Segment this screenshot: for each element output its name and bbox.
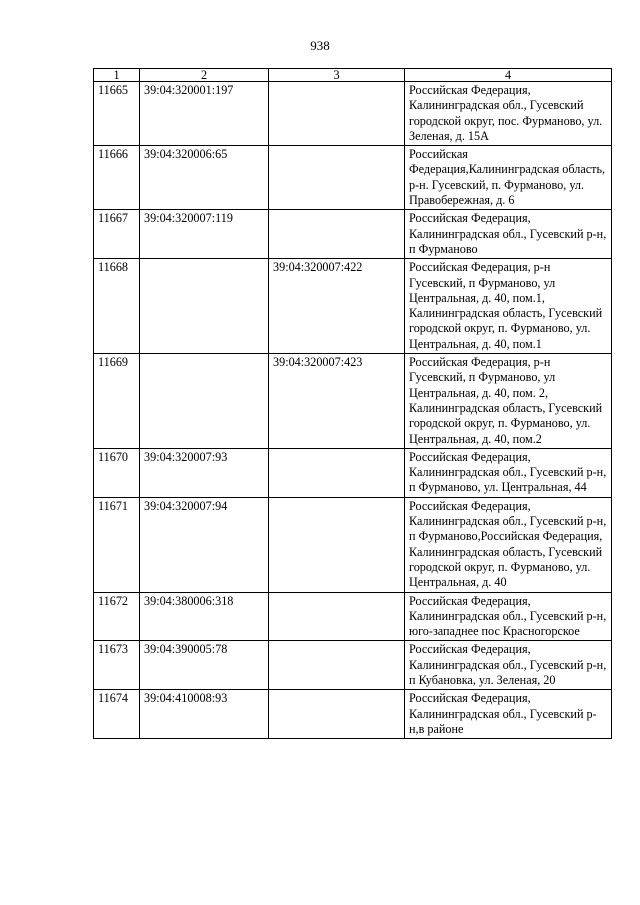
page-number: 938 [310,38,330,53]
address-cell: Российская Федерация,Калининградская область, р-н. Гусевский, п. Фурманово, ул. Правобережная, д. 6 [405,146,612,210]
row-number: 11669 [94,354,140,449]
table-row [94,259,612,354]
address-cell: Российская Федерация, р-н Гусевский, п Фурманово, ул Центральная, д. 40, пом.1, Калининградская область, Гусевский городской округ, п. Фурманово, ул. Центральная, д. 40, пом.1 [405,259,612,354]
column-header-1: 1 [94,69,140,82]
object-cadastral-number: 39:04:320007:423 [269,354,405,449]
object-cadastral-number [269,146,405,210]
table-row [94,354,612,449]
address-cell: Российская Федерация, Калининградская обл., Гусевский р-н,в районе [405,690,612,739]
row-number: 11674 [94,690,140,739]
land-cadastral-number [140,259,269,354]
land-cadastral-number: 39:04:320001:197 [140,82,269,146]
object-cadastral-number [269,592,405,641]
row-number: 11670 [94,448,140,497]
row-number: 11665 [94,82,140,146]
address-cell: Российская Федерация, Калининградская обл., Гусевский р-н, п Фурманово, ул. Центральная, 44 [405,448,612,497]
object-cadastral-number [269,497,405,592]
table-row [94,592,612,641]
address-cell: Российская Федерация, Калининградская обл., Гусевский городской округ, пос. Фурманово, ул. Зеленая, д. 15А [405,82,612,146]
object-cadastral-number: 39:04:320007:422 [269,259,405,354]
row-number: 11671 [94,497,140,592]
row-number: 11666 [94,146,140,210]
object-cadastral-number [269,641,405,690]
land-cadastral-number: 39:04:410008:93 [140,690,269,739]
land-cadastral-number: 39:04:320006:65 [140,146,269,210]
column-header-3: 3 [269,69,405,82]
address-cell: Российская Федерация, Калининградская обл., Гусевский р-н, п Фурманово,Российская Федерация, Калининградская область, Гусевский городской округ, п. Фурманово, ул. Центральная, д. 40 [405,497,612,592]
object-cadastral-number [269,82,405,146]
row-number: 11668 [94,259,140,354]
column-header-4: 4 [405,69,612,82]
land-cadastral-number [140,354,269,449]
table-row [94,690,612,739]
land-cadastral-number: 39:04:380006:318 [140,592,269,641]
land-cadastral-number: 39:04:320007:93 [140,448,269,497]
row-number: 11672 [94,592,140,641]
registry-table [93,68,612,739]
address-cell: Российская Федерация, р-н Гусевский, п Фурманово, ул Центральная, д. 40, пом. 2, Калининградская область, Гусевский городской округ, п. Фурманово, ул. Центральная, д. 40, пом.2 [405,354,612,449]
address-cell: Российская Федерация, Калининградская обл., Гусевский р-н, п Кубановка, ул. Зеленая, 20 [405,641,612,690]
object-cadastral-number [269,690,405,739]
address-cell: Российская Федерация, Калининградская обл., Гусевский р-н, п Фурманово [405,210,612,259]
table-row [94,641,612,690]
table-row [94,448,612,497]
table-row [94,210,612,259]
object-cadastral-number [269,210,405,259]
column-header-2: 2 [140,69,269,82]
row-number: 11673 [94,641,140,690]
table-row [94,82,612,146]
header-row [94,69,612,82]
table-row [94,497,612,592]
land-cadastral-number: 39:04:320007:94 [140,497,269,592]
address-cell: Российская Федерация, Калининградская обл., Гусевский р-н, юго-западнее пос Красногорское [405,592,612,641]
land-cadastral-number: 39:04:390005:78 [140,641,269,690]
row-number: 11667 [94,210,140,259]
land-cadastral-number: 39:04:320007:119 [140,210,269,259]
table-row [94,146,612,210]
object-cadastral-number [269,448,405,497]
